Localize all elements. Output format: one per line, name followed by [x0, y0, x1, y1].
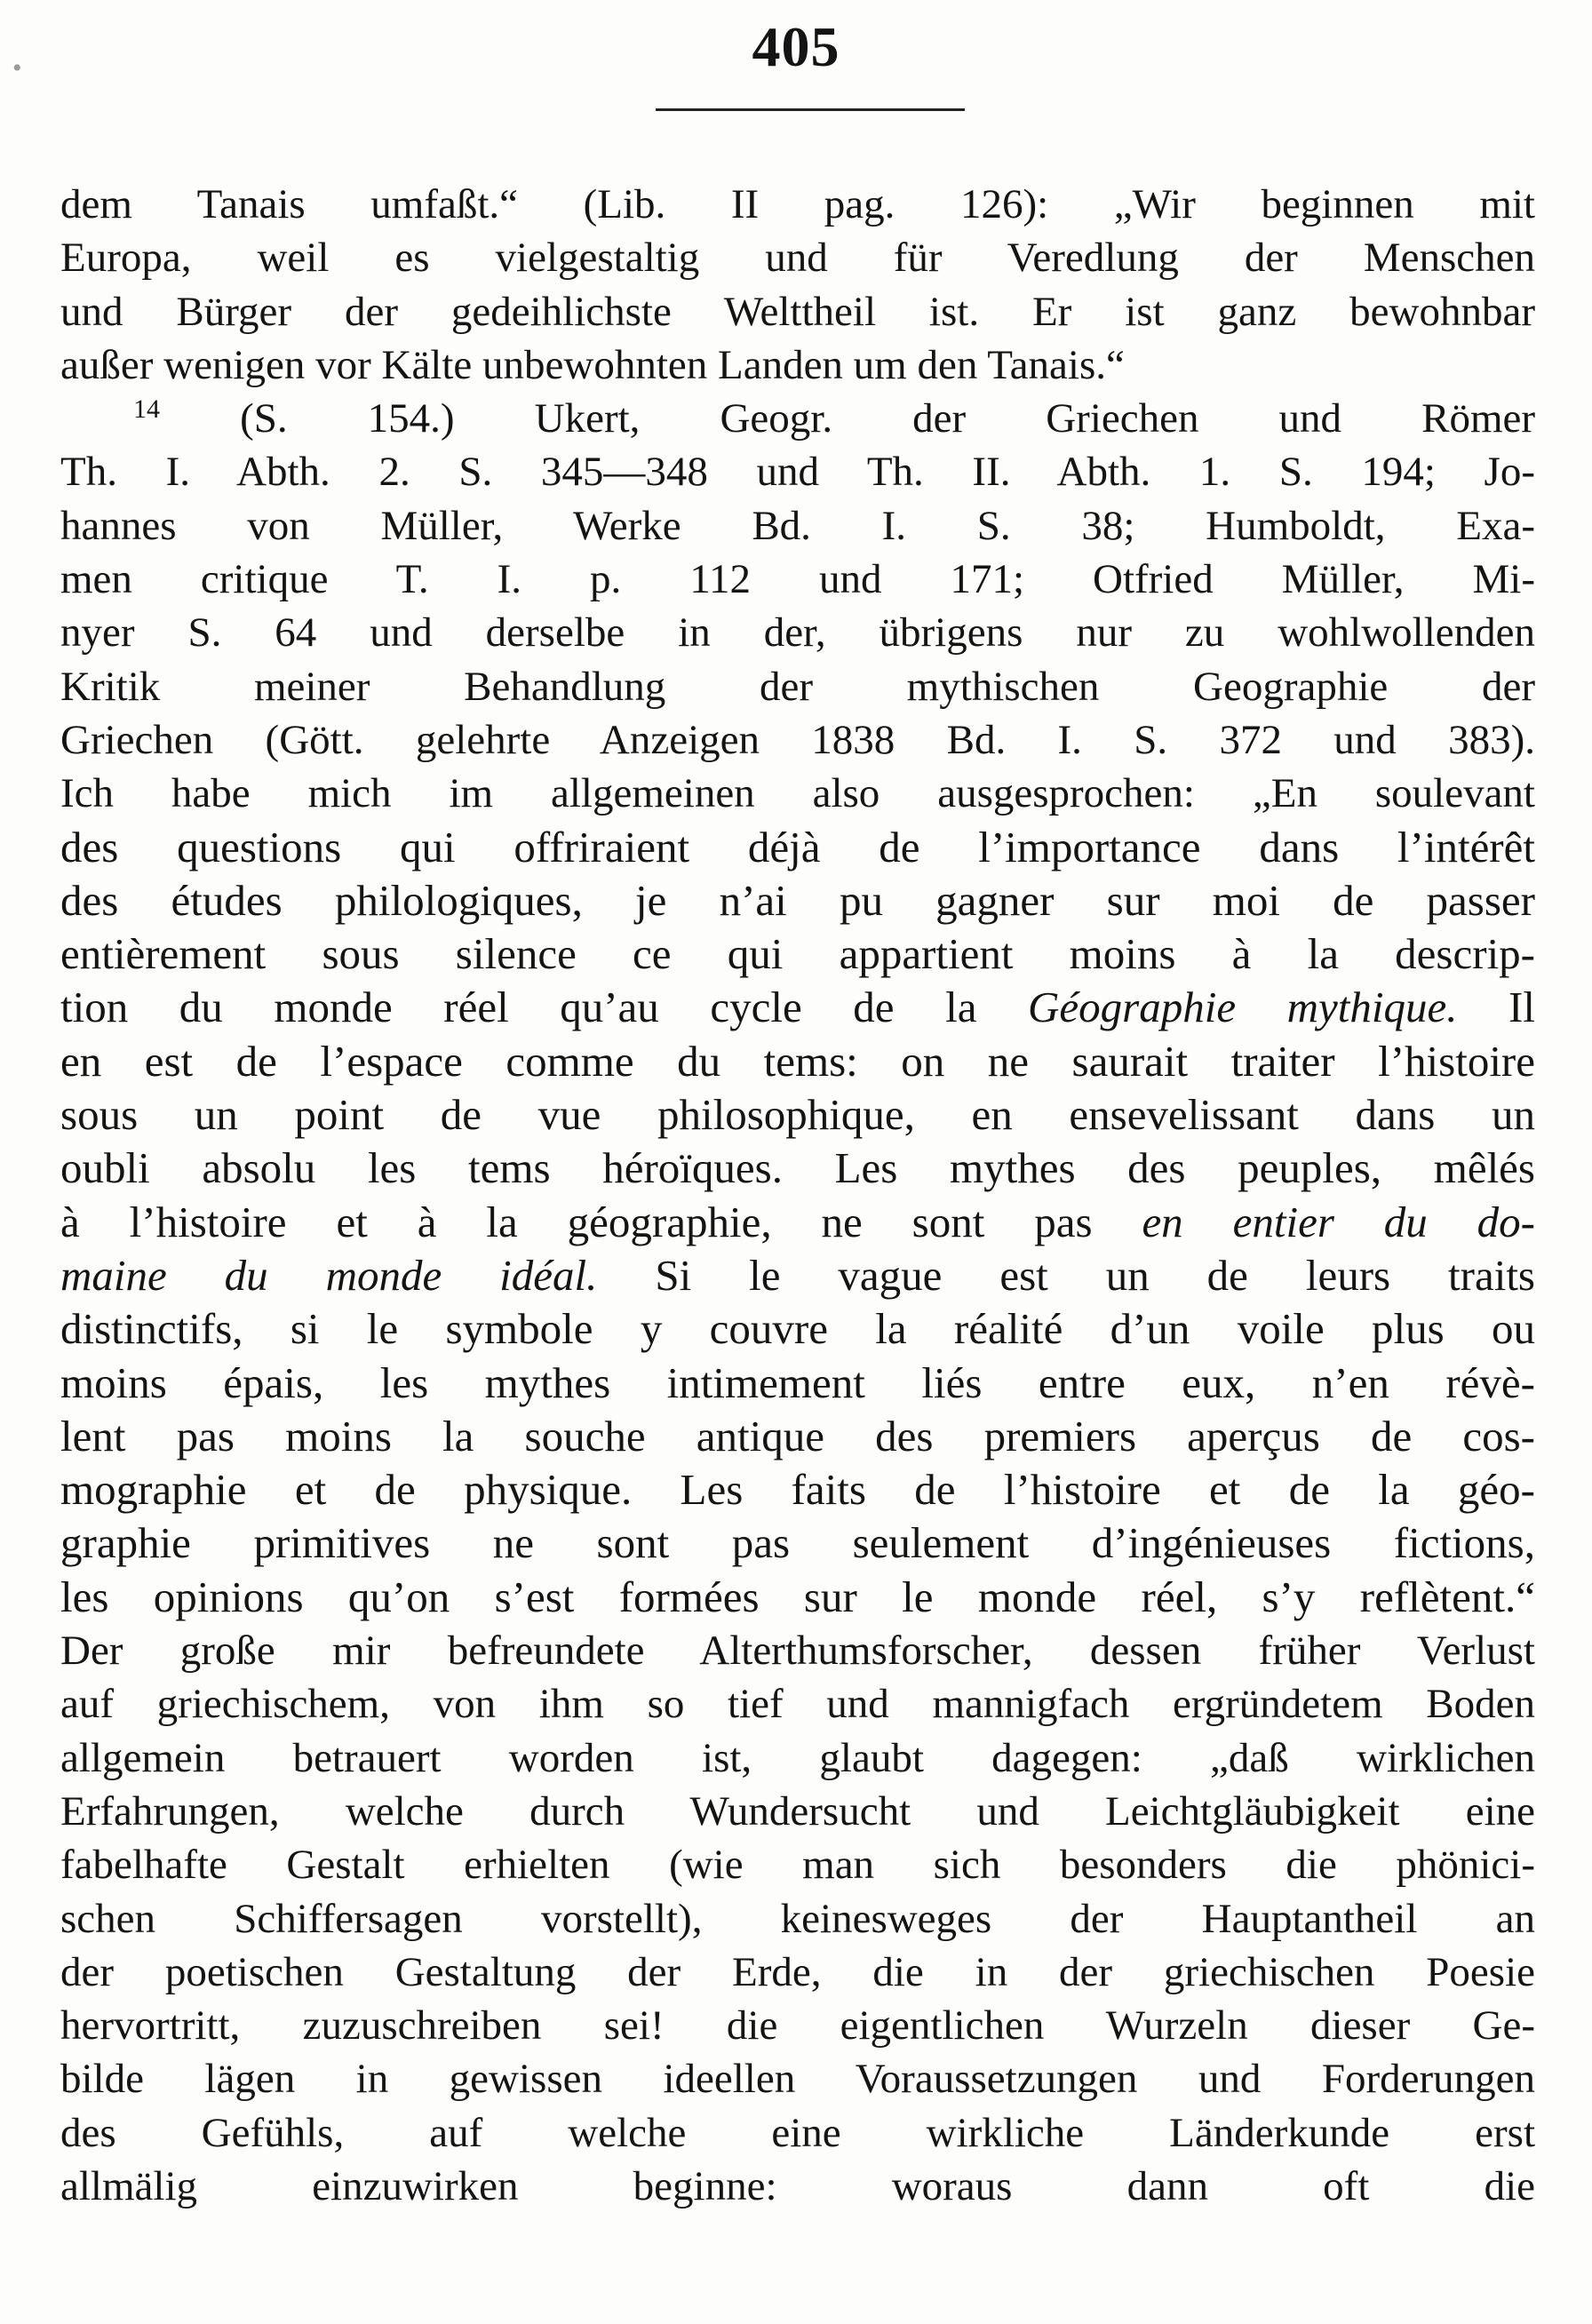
text-line-with-italic — [60, 1249, 1535, 1302]
text-line: Der große mir befreundete Alterthumsforscher, dessen früher Verlust — [60, 1628, 1535, 1675]
text-line: und Bürger der gedeihlichste Welttheil ist. Er ist ganz bewohnbar — [60, 288, 1535, 335]
italic-phrase: en entier du do- — [1142, 1197, 1535, 1246]
text-line: des questions qui offriraient déjà de l’importance dans l’intérêt — [60, 822, 1535, 872]
text-line: hervortritt, zuzuschreiben sei! die eigentlichen Wurzeln dieser Ge- — [60, 2002, 1535, 2049]
margin-mark: • — [12, 53, 22, 83]
text-line: oubli absolu les tems héroïques. Les mythes des peuples, mêlés — [60, 1143, 1535, 1193]
italic-phrase: maine du monde idéal. — [60, 1250, 598, 1300]
text-line: en est de l’espace comme du tems: on ne saurait traiter l’histoire — [60, 1036, 1535, 1086]
text-line: Th. I. Abth. 2. S. 345—348 und Th. II. Abth. 1. S. 194; Jo- — [60, 449, 1535, 496]
text-line: mographie et de physique. Les faits de l’histoire et de la géo- — [60, 1465, 1535, 1515]
text-line-with-italic — [60, 981, 1535, 1034]
text-line: Kritik meiner Behandlung der mythischen Geographie der — [60, 663, 1535, 710]
text-line: sous un point de vue philosophique, en ensevelissant dans un — [60, 1090, 1535, 1140]
text-line: Ich habe mich im allgemeinen also ausgesprochen: „En soulevant — [60, 770, 1535, 817]
header-rule — [656, 108, 965, 111]
italic-phrase: Géographie mythique. — [1028, 983, 1458, 1032]
page-number: 405 — [752, 15, 840, 78]
line-text-end: Il — [1457, 983, 1535, 1032]
text-line: allmälig einzuwirken beginne: woraus dann oft die — [60, 2162, 1535, 2209]
text-line: distinctifs, si le symbole y couvre la réalité d’un voile plus ou — [60, 1304, 1535, 1354]
text-line: des Gefühls, auf welche eine wirkliche Länderkunde erst — [60, 2109, 1535, 2156]
text-line: fabelhafte Gestalt erhielten (wie man sich besonders die phönici- — [60, 1842, 1535, 1889]
text-line: moins épais, les mythes intimement liés entre eux, n’en révè- — [60, 1357, 1535, 1407]
text-line: nyer S. 64 und derselbe in der, übrigens nur zu wohlwollenden — [60, 609, 1535, 657]
footnote-number: 14 — [133, 394, 160, 425]
text-line: des études philologiques, je n’ai pu gagner sur moi de passer — [60, 875, 1535, 925]
text-line: der poetischen Gestaltung der Erde, die in der griechischen Poesie — [60, 1948, 1535, 1995]
text-line: graphie primitives ne sont pas seulement d’ingénieuses fictions, — [60, 1518, 1535, 1568]
text-line: auf griechischem, von ihm so tief und mannigfach ergründetem Boden — [60, 1681, 1535, 1728]
line-text: à l’histoire et à la géographie, ne sont pas — [60, 1197, 1093, 1246]
text-line: außer wenigen vor Kälte unbewohnten Landen um den Tanais.“ — [60, 341, 1125, 388]
text-line: Erfahrungen, welche durch Wundersucht und Leichtgläubigkeit eine — [60, 1787, 1535, 1835]
text-line: allgemein betrauert worden ist, glaubt dagegen: „daß wirklichen — [60, 1734, 1535, 1781]
text-line: dem Tanais umfaßt.“ (Lib. II pag. 126): „Wir beginnen mit — [60, 181, 1535, 227]
text-line: lent pas moins la souche antique des premiers aperçus de cos- — [60, 1411, 1535, 1460]
footnote-line — [60, 392, 1535, 445]
line-text: Si le vague est un de leurs traits — [655, 1250, 1535, 1300]
page-body — [60, 178, 1535, 2213]
text-line: schen Schiffersagen vorstellt), keinesweges der Hauptantheil an — [60, 1895, 1535, 1942]
text-line: bilde lägen in gewissen ideellen Voraussetzungen und Forderungen — [60, 2056, 1535, 2103]
text-line: Europa, weil es vielgestaltig und für Veredlung der Menschen — [60, 235, 1535, 282]
text-line-with-italic — [60, 1196, 1535, 1249]
line-text: tion du monde réel qu’au cycle de la — [60, 983, 977, 1032]
text-line: hannes von Müller, Werke Bd. I. S. 38; Humboldt, Exa- — [60, 502, 1535, 549]
text-line: men critique T. I. p. 112 und 171; Otfried Müller, Mi- — [60, 556, 1535, 603]
text-line: entièrement sous silence ce qui appartient moins à la descrip- — [60, 929, 1535, 979]
text-line: Griechen (Gött. gelehrte Anzeigen 1838 Bd. I. S. 372 und 383). — [60, 716, 1535, 763]
text-line: les opinions qu’on s’est formées sur le monde réel, s’y reflètent.“ — [60, 1572, 1535, 1621]
footnote-text: (S. 154.) Ukert, Geogr. der Griechen und Römer — [240, 395, 1535, 442]
